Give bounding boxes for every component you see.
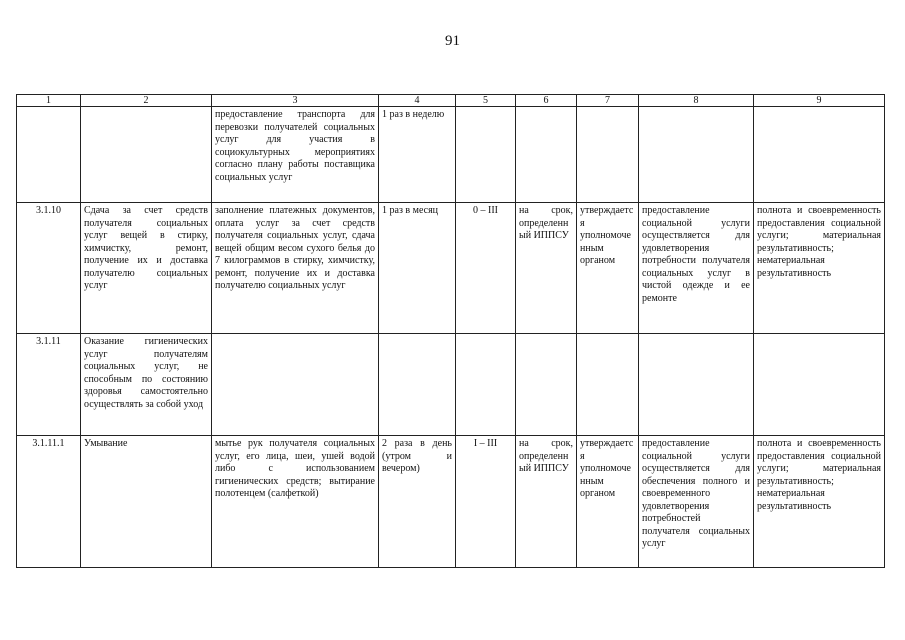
service-conditions: предоставление социальной услуги осуществляется для обеспечения полного и своевременного удовлетворения потребностей получателя социальных услуг (639, 436, 754, 568)
column-number: 9 (754, 95, 885, 107)
service-frequency: 1 раз в неделю (379, 107, 456, 203)
table-row (17, 107, 885, 203)
table-row (17, 436, 885, 568)
service-term (516, 107, 577, 203)
service-tariff: утверждается уполномоченным органом (577, 436, 639, 568)
column-number: 6 (516, 95, 577, 107)
service-tariff (577, 334, 639, 436)
service-group: I – III (456, 436, 516, 568)
service-quality-indicators (754, 334, 885, 436)
table-row (17, 334, 885, 436)
service-frequency: 1 раз в месяц (379, 203, 456, 334)
service-name: Сдача за счет средств получателя социальных услуг вещей в стирку, химчистку, ремонт, получение их и доставка получателю социальных услуг (81, 203, 212, 334)
service-quality-indicators: полнота и своевременность предоставления социальной услуги; материальная результативность; нематериальная результативность (754, 203, 885, 334)
service-description (212, 334, 379, 436)
column-number: 3 (212, 95, 379, 107)
service-code: 3.1.10 (17, 203, 81, 334)
service-frequency: 2 раза в день (утром и вечером) (379, 436, 456, 568)
service-description: предоставление транспорта для перевозки получателей социальных услуг для участия в социокультурных мероприятиях согласно плану работы поставщика социальных услуг (212, 107, 379, 203)
service-conditions: предоставление социальной услуги осуществляется для удовлетворения потребности получателя социальных услуг в чистой одежде и ее ремонте (639, 203, 754, 334)
column-number: 1 (17, 95, 81, 107)
service-name: Оказание гигиенических услуг получателям социальных услуг, не способным по состоянию здоровья самостоятельно осуществлять за собой уход (81, 334, 212, 436)
service-frequency (379, 334, 456, 436)
service-conditions (639, 334, 754, 436)
service-description: заполнение платежных документов, оплата услуг за счет средств получателя социальных услуг, сдача вещей общим весом сухого белья до 7 килограммов в стирку, химчистку, ремонт, получение их и доставка получателю социальных услуг (212, 203, 379, 334)
column-number: 8 (639, 95, 754, 107)
service-tariff: утверждается уполномоченным органом (577, 203, 639, 334)
service-name (81, 107, 212, 203)
service-quality-indicators: полнота и своевременность предоставления социальной услуги; материальная результативность; нематериальная результативность (754, 436, 885, 568)
service-tariff (577, 107, 639, 203)
service-code: 3.1.11 (17, 334, 81, 436)
service-term: на срок, определенный ИППСУ (516, 203, 577, 334)
service-term: на срок, определенный ИППСУ (516, 436, 577, 568)
service-term (516, 334, 577, 436)
service-name: Умывание (81, 436, 212, 568)
column-number: 4 (379, 95, 456, 107)
column-number-row (17, 95, 885, 107)
page-number: 91 (445, 33, 460, 49)
column-number: 2 (81, 95, 212, 107)
table-row (17, 203, 885, 334)
service-conditions (639, 107, 754, 203)
service-code (17, 107, 81, 203)
service-group: 0 – III (456, 203, 516, 334)
service-group (456, 334, 516, 436)
service-code: 3.1.11.1 (17, 436, 81, 568)
column-number: 5 (456, 95, 516, 107)
service-group (456, 107, 516, 203)
service-description: мытье рук получателя социальных услуг, его лица, шеи, ушей водой либо с использованием гигиенических средств; вытирание полотенцем (салфеткой) (212, 436, 379, 568)
services-table (16, 94, 885, 568)
column-number: 7 (577, 95, 639, 107)
service-quality-indicators (754, 107, 885, 203)
